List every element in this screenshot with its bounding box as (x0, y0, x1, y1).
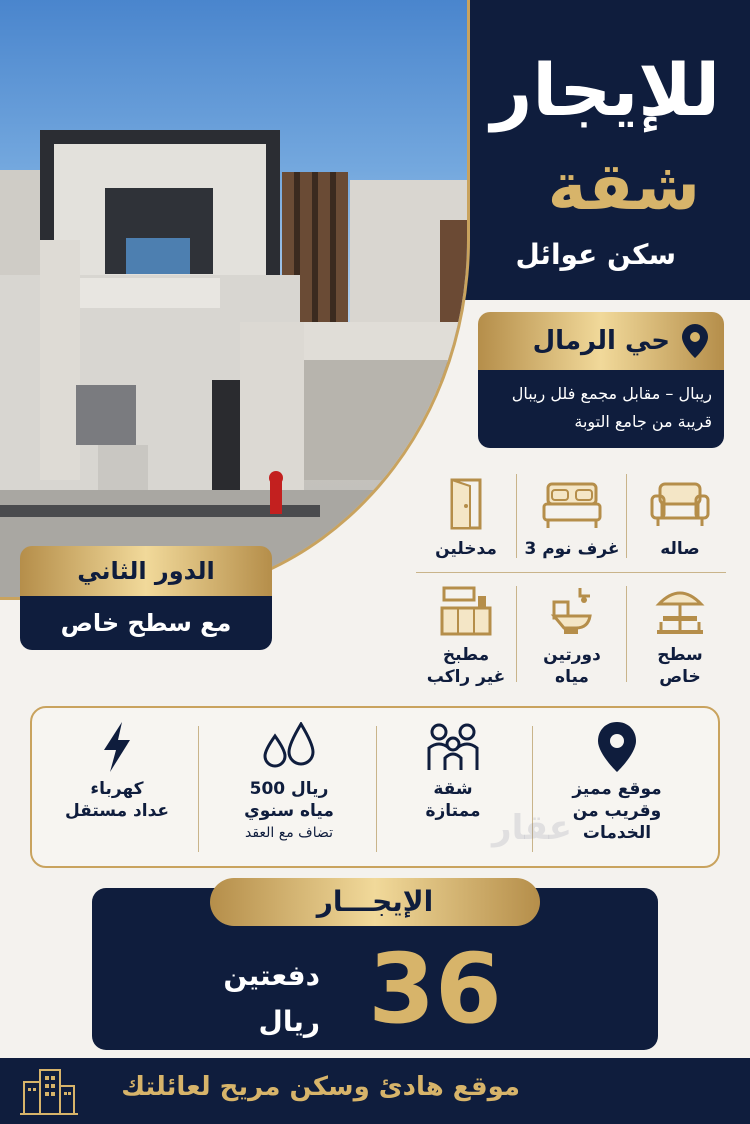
divider (626, 474, 627, 558)
lightning-icon (102, 722, 132, 772)
feature-bathrooms-line-2: مياه (555, 667, 589, 687)
highlight-electricity (32, 722, 202, 822)
feature-kitchen-line-2: غير راكب (426, 667, 506, 687)
divider (626, 586, 627, 682)
family-icon (425, 722, 481, 772)
highlight-apartment-line-2: ممتازة (425, 801, 481, 821)
feature-hall (630, 478, 730, 560)
divider (516, 586, 517, 682)
feature-roof-line-1: سطح (657, 645, 703, 665)
location-header (478, 312, 724, 370)
sofa-icon (650, 478, 710, 530)
highlight-water-line-2: مياه سنوي (244, 801, 334, 821)
highlight-water (204, 722, 374, 844)
map-pin-icon (682, 324, 708, 358)
kitchen-icon (440, 586, 492, 636)
floor-badge (20, 546, 272, 650)
highlight-location-line-3: الخدمات (582, 823, 652, 843)
district-name: حي الرمال (532, 326, 670, 356)
rent-amount: 36 (368, 933, 502, 1045)
footer (0, 1058, 750, 1124)
watermark: عقار (492, 808, 573, 848)
feature-entrances (416, 478, 516, 560)
door-icon (446, 478, 486, 530)
feature-bathrooms (522, 586, 622, 688)
rent-currency: ريال (258, 1005, 320, 1038)
highlight-apartment (368, 722, 538, 822)
feature-entrances-label: مدخلين (435, 539, 497, 559)
divider (516, 474, 517, 558)
location-line-2: قريبة من جامع التوبة (574, 412, 712, 431)
feature-bedrooms (522, 478, 622, 560)
feature-bedrooms-label: 3 غرف نوم (524, 539, 620, 559)
map-pin-icon (598, 722, 636, 772)
divider (376, 726, 377, 852)
feature-hall-label: صاله (660, 539, 700, 559)
features-grid (416, 468, 726, 690)
location-card (478, 312, 724, 448)
water-drops-icon (257, 722, 321, 772)
highlight-location-line-2: وقريب من (572, 801, 662, 821)
floor-roof-note: مع سطح خاص (20, 596, 272, 650)
location-description (478, 370, 724, 448)
title-apartment: شقة (547, 148, 700, 225)
building-photo (0, 0, 470, 600)
highlight-water-line-3: تضاف مع العقد (244, 825, 333, 841)
divider (416, 572, 726, 573)
feature-roof-line-2: خاص (659, 667, 701, 687)
highlight-water-line-1: 500 ريال (249, 779, 329, 799)
highlights-box (30, 706, 720, 868)
buildings-icon (20, 1066, 78, 1116)
footer-slogan: موقع هادئ وسكن مريح لعائلتك (121, 1072, 520, 1102)
feature-roof (630, 586, 730, 688)
feature-bathrooms-line-1: دورتين (543, 645, 601, 665)
umbrella-table-icon (655, 586, 705, 636)
feature-kitchen-line-1: مطبخ (442, 645, 490, 665)
rent-payments: دفعتين (223, 959, 320, 992)
title-for-rent: للإيجار (490, 48, 720, 132)
location-line-1: ريبال – مقابل مجمع فلل ريبال (511, 384, 712, 403)
highlight-apartment-line-1: شقة (433, 779, 473, 799)
tagline-family-housing: سكن عوائل (515, 238, 676, 271)
feature-kitchen (416, 586, 516, 688)
highlight-electricity-line-2: عداد مستقل (64, 801, 170, 821)
highlight-electricity-line-1: كهرباء (90, 779, 144, 799)
building-illustration (0, 0, 470, 600)
floor-level: الدور الثاني (20, 546, 272, 596)
toilet-icon (550, 586, 594, 636)
highlight-location-line-1: موقع مميز (572, 779, 662, 799)
bed-icon (542, 478, 602, 530)
rent-label: الإيجـــار (210, 878, 540, 926)
